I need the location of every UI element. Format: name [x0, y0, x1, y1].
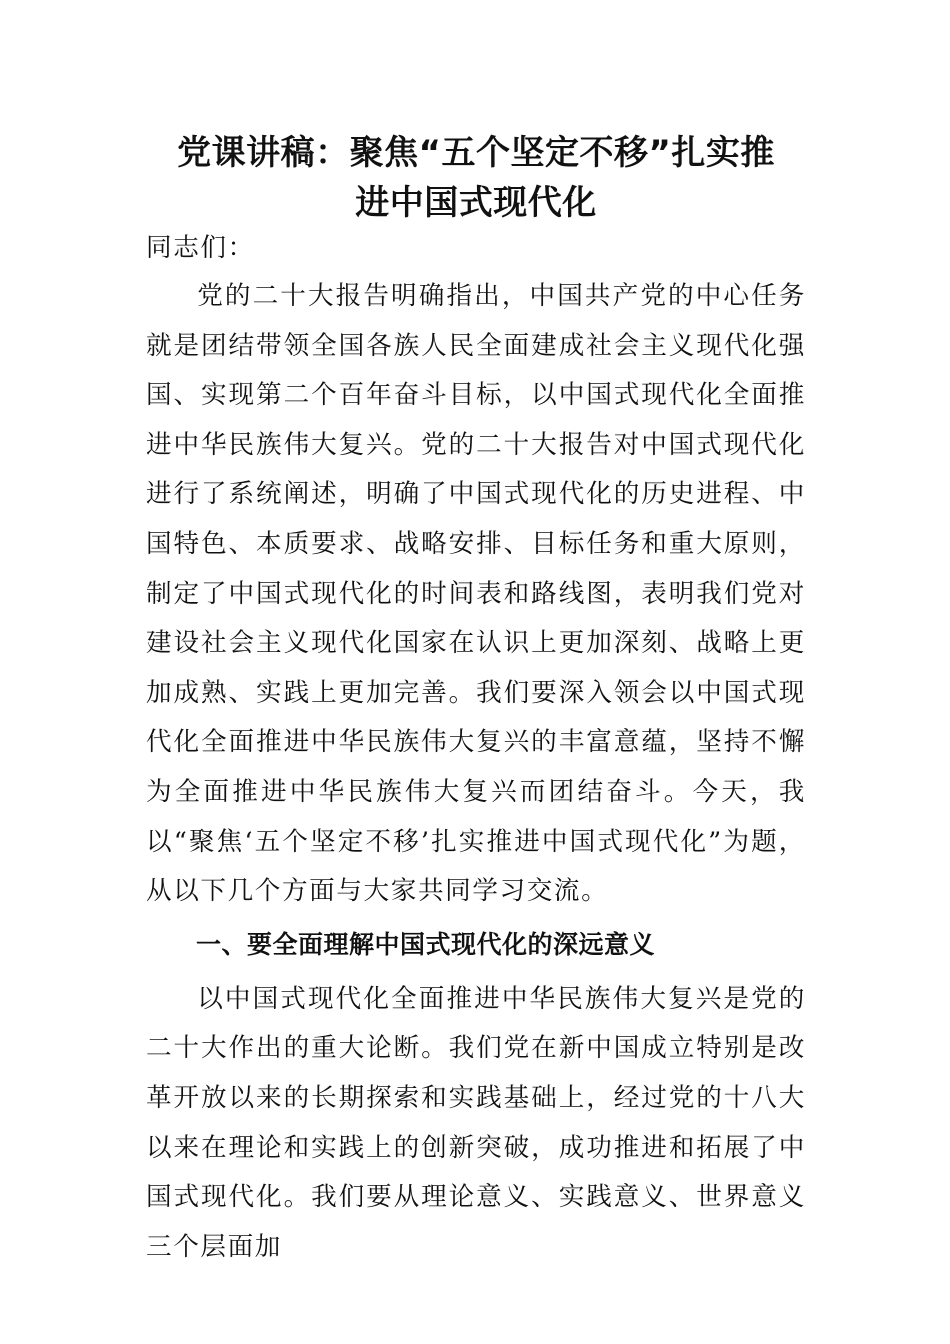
paragraph-section-1: 以中国式现代化全面推进中华民族伟大复兴是党的二十大作出的重大论断。我们党在新中国成立特别是改革开放以来的长期探索和实践基础上，经过党的十八大以来在理论和实践上的创新突破，成功推进和拓展了中国式现代化。我们要从理论意义、实践意义、世界意义三个层面加 — [146, 983, 806, 1262]
paragraph-intro: 党的二十大报告明确指出，中国共产党的中心任务就是团结带领全国各族人民全面建成社会主义现代化强国、实现第二个百年奋斗目标，以中国式现代化全面推进中华民族伟大复兴。党的二十大报告对中国式现代化进行了系统阐述，明确了中国式现代化的历史进程、中国特色、本质要求、战略安排、目标任务和重大原则，制定了中国式现代化的时间表和路线图，表明我们党对建设社会主义现代化国家在认识上更加深刻、战略上更加成熟、实践上更加完善。我们要深入领会以中国式现代化全面推进中华民族伟大复兴的丰富意蕴，坚持不懈为全面推进中华民族伟大复兴而团结奋斗。今天，我以“聚焦‘五个坚定不移’扎实推进中国式现代化”为题，从以下几个方面与大家共同学习交流。 — [146, 281, 806, 907]
section-heading-1: 一、要全面理解中国式现代化的深远意义 — [196, 929, 656, 959]
document-body — [146, 224, 806, 1272]
title-line-1: 党课讲稿：聚焦“五个坚定不移”扎实推 — [177, 133, 775, 173]
greeting: 同志们： — [146, 233, 255, 263]
document-page — [146, 128, 806, 1272]
document-title — [132, 128, 820, 228]
title-line-2: 进中国式现代化 — [355, 183, 597, 223]
